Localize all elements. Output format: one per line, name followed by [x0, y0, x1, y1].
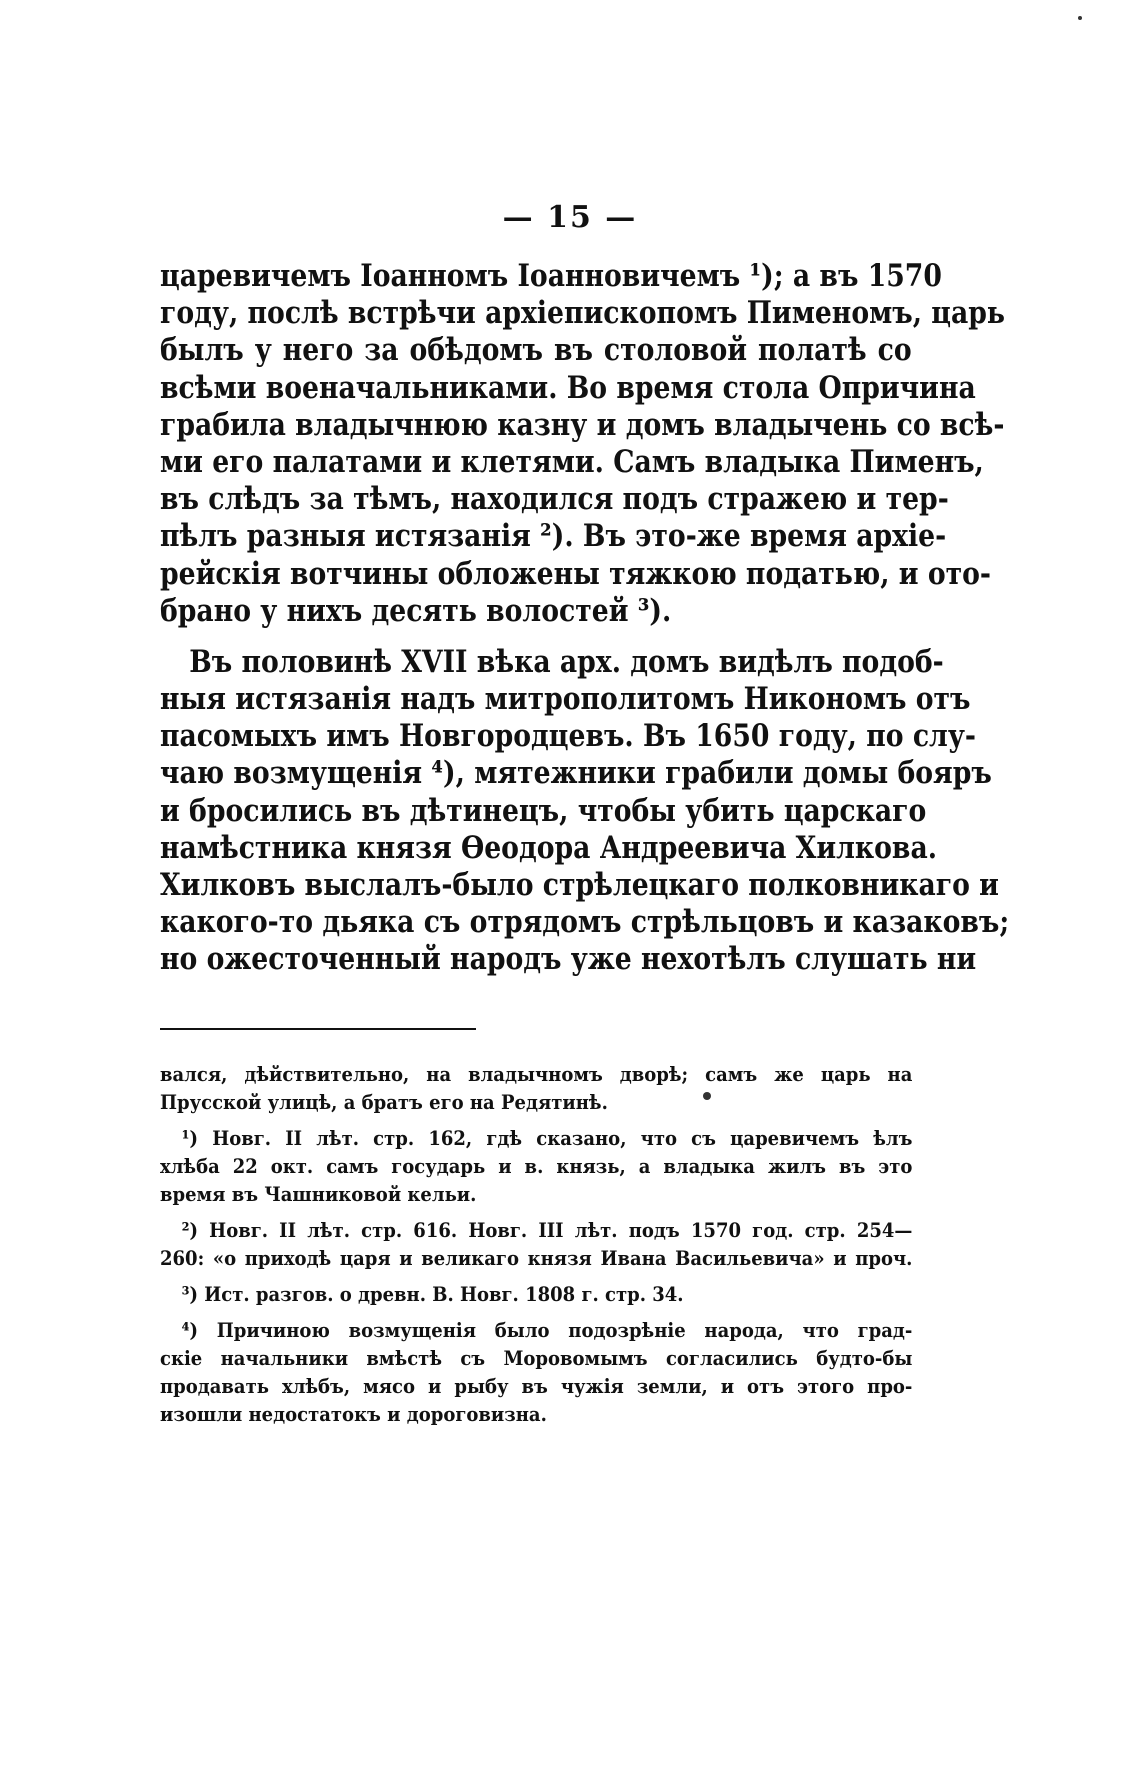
footnote-1 [160, 1124, 912, 1208]
footnote-3 [160, 1280, 912, 1308]
footnote-gap [160, 1272, 912, 1280]
text-line: Въ половинѣ XVII вѣка арх. домъ видѣлъ подоб- [189, 643, 944, 680]
paragraph-gap [160, 630, 912, 644]
footnote-4 [160, 1316, 912, 1428]
text-line: рейскія вотчины обложены тяжкою податью, и ото- [160, 555, 992, 592]
paragraph-1 [160, 258, 1005, 630]
text-line: Хилковъ выслалъ-было стрѣлецкаго полковникаго и [160, 867, 999, 903]
text-line: грабила владычнюю казну и домъ владычень со всѣ- [160, 406, 1005, 443]
text-line: всѣми военачальниками. Во время стола Опричина [160, 369, 976, 406]
text-line: ми его палатами и клетями. Самъ владыка Пименъ, [160, 443, 984, 480]
footnote-line: вался, дѣйствительно, на владычномъ дворѣ; самъ же царь на [160, 1062, 913, 1086]
main-text [160, 258, 1010, 979]
text-line: пасомыхъ имъ Новгородцевъ. Въ 1650 году, по слу- [160, 718, 976, 755]
text-line: какого-то дьяка съ отрядомъ стрѣльцовъ и казаковъ; [160, 904, 1010, 941]
footnote-line: ²) Новг. II лѣт. стр. 616. Новг. III лѣт. подъ 1570 год. стр. 254— [181, 1218, 913, 1242]
text-line: въ слѣдъ за тѣмъ, находился подъ стражею и тер- [160, 481, 949, 518]
text-line: но ожесточенный народъ уже нехотѣлъ слушать ни [160, 941, 977, 978]
footnote-gap [160, 1116, 912, 1124]
text-line: царевичемъ Іоанномъ Іоанновичемъ ¹); а въ 1570 [160, 258, 942, 294]
footnote-line: ⁴) Причиною возмущенія было подозрѣніе народа, что град- [181, 1318, 913, 1342]
page-number: — 15 — [502, 200, 638, 235]
footnote-continuation [160, 1060, 912, 1116]
footnote-gap [160, 1308, 912, 1316]
text-line: пѣлъ разныя истязанія ²). Въ это-же время архіе- [160, 518, 947, 555]
text-line: ныя истязанія надъ митрополитомъ Никономъ отъ [160, 681, 971, 718]
footnote-divider [160, 1028, 476, 1030]
paragraph-2 [160, 643, 1010, 979]
footnote-line: продавать хлѣбъ, мясо и рыбу въ чужія земли, и отъ этого про- [160, 1374, 913, 1398]
footnote-line: ¹) Новг. II лѣт. стр. 162, гдѣ сказано, что съ царевичемъ ѣлъ [181, 1126, 913, 1150]
text-line: году, послѣ встрѣчи архіепископомъ Пименомъ, царь [160, 295, 1005, 332]
footnote-line: ³) Ист. разгов. о древн. В. Новг. 1808 г. стр. 34. [181, 1282, 684, 1306]
footnote-line: изошли недостатокъ и дороговизна. [160, 1402, 547, 1426]
print-speck [1078, 16, 1082, 20]
text-line: и бросились въ дѣтинецъ, чтобы убить царскаго [160, 792, 927, 829]
footnote-2 [160, 1216, 912, 1272]
footnotes [160, 1060, 912, 1428]
footnote-line: время въ Чашниковой кельи. [160, 1182, 477, 1206]
text-line: былъ у него за обѣдомъ въ столовой полатѣ со [160, 332, 912, 369]
footnote-gap [160, 1208, 912, 1216]
text-line: брано у нихъ десять волостей ³). [160, 592, 672, 629]
text-line: чаю возмущенія ⁴), мятежники грабили домы бояръ [160, 755, 992, 792]
print-speck [703, 1092, 711, 1100]
footnote-line: 260: «о приходѣ царя и великаго князя Ивана Васильевича» и проч. [160, 1246, 913, 1270]
footnote-line: хлѣба 22 окт. самъ государь и в. князь, а владыка жилъ въ это [160, 1154, 913, 1178]
footnote-line: Прусской улицѣ, а братъ его на Редятинѣ. [160, 1090, 608, 1114]
text-line: намѣстника князя Ѳеодора Андреевича Хилкова. [160, 829, 938, 866]
footnote-line: скіе начальники вмѣстѣ съ Моровомымъ согласились будто-бы [160, 1346, 913, 1370]
